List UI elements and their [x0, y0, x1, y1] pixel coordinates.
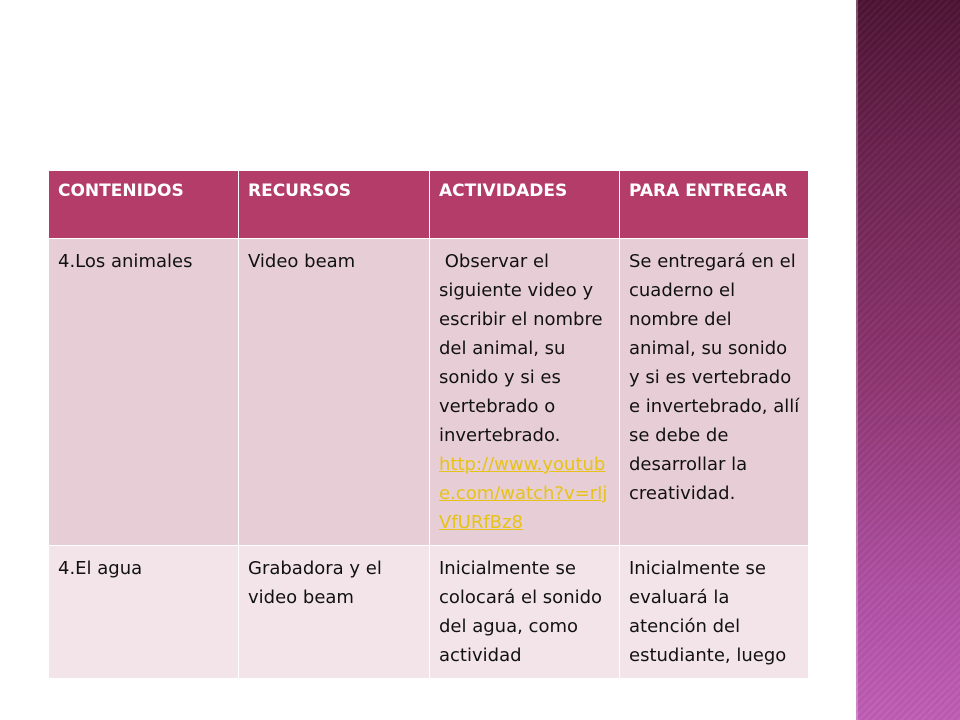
cell-para-entregar: Inicialmente se evaluará la atención del estudiante, luego [620, 546, 809, 679]
table-header-row [49, 171, 809, 239]
table-row [49, 239, 809, 546]
header-contenidos: CONTENIDOS [49, 171, 239, 239]
header-para-entregar: PARA ENTREGAR [620, 171, 809, 239]
lesson-plan-table [48, 170, 809, 679]
cell-recursos: Grabadora y el video beam [239, 546, 430, 679]
cell-contenidos: 4.Los animales [49, 239, 239, 546]
cell-recursos: Video beam [239, 239, 430, 546]
cell-actividades: Inicialmente se colocará el sonido del agua, como actividad [430, 546, 620, 679]
video-link[interactable]: http://www.youtube.com/watch?v=rIjVfURfBz8 [439, 454, 608, 533]
header-recursos: RECURSOS [239, 171, 430, 239]
header-actividades: ACTIVIDADES [430, 171, 620, 239]
activity-text: Observar el siguiente video y escribir el nombre del animal, su sonido y si es vertebrado o invertebrado. [439, 251, 609, 446]
decorative-side-bar [856, 0, 960, 720]
cell-actividades [430, 239, 620, 546]
cell-para-entregar: Se entregará en el cuaderno el nombre del animal, su sonido y si es vertebrado e invertebrado, allí se debe de desarrollar la creatividad. [620, 239, 809, 546]
table-row [49, 546, 809, 679]
cell-contenidos: 4.El agua [49, 546, 239, 679]
